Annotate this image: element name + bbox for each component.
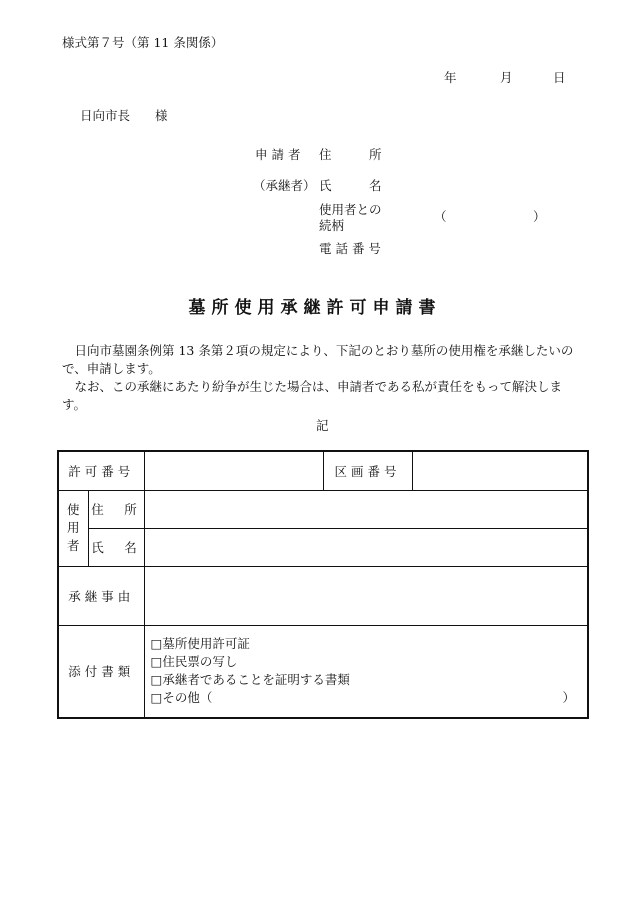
user-address-field[interactable] [144,490,588,528]
user-address-label: 住 所 [88,490,144,528]
attachment-other-label: □その他（ [150,690,213,706]
user-label-char-1: 使 [66,502,80,517]
relation-label-line1: 使用者との [319,202,382,217]
applicant-name-label: 氏 名 [319,178,382,193]
application-table [57,450,589,719]
document-title: 墓所使用承継許可申請書 [188,298,442,318]
table-row-attachments [58,625,588,718]
attachments-label: 添付書類 [58,625,144,718]
succession-reason-label: 承継事由 [58,566,144,625]
body-text [62,342,584,414]
user-name-field[interactable] [144,528,588,566]
date-day-label: 日 [553,70,566,85]
permit-number-field[interactable] [144,451,323,490]
form-number: 様式第７号（第 11 条関係） [62,35,224,50]
ki-mark: 記 [316,418,329,433]
relation-close-paren: ） [533,209,546,224]
body-paragraph-2: なお、この承継にあたり紛争が生じた場合は、申請者である私が責任をもって解決します。 [62,379,563,412]
phone-label: 電 話 番 号 [319,241,381,256]
section-number-field[interactable] [412,451,588,490]
attachment-item-permit[interactable]: □墓所使用許可証 [150,636,250,652]
user-label [58,490,88,566]
relation-open-paren: （ [434,209,447,224]
attachment-item-resident-record[interactable]: □住民票の写し [150,654,238,670]
attachment-item-other[interactable] [151,689,587,707]
date-year-label: 年 [444,70,457,85]
permit-number-label: 許可番号 [58,451,144,490]
section-number-label: 区画番号 [323,451,412,490]
applicant-address-label: 住 所 [319,147,382,162]
relation-label-line2: 続柄 [319,218,345,233]
attachment-item-successor-proof[interactable]: □承継者であることを証明する書類 [150,672,350,688]
table-row-user-name [58,528,588,566]
addressee: 日向市長 様 [80,108,168,123]
body-paragraph-1: 日向市墓園条例第 13 条第２項の規定により、下記のとおり墓所の使用権を承継したいので、申請します。 [62,343,574,376]
table-row-succession [58,566,588,625]
user-label-char-2: 用 [66,520,80,535]
date-month-label: 月 [500,70,513,85]
succession-reason-field[interactable] [144,566,588,625]
table-row-user-address [58,490,588,528]
attachments-list [144,625,588,718]
user-name-label: 氏 名 [88,528,144,566]
table-row-permit [58,451,588,490]
user-label-char-3: 者 [66,538,80,553]
applicant-role-label: 申 請 者 [255,147,301,162]
applicant-role-sub-label: （承継者） [253,178,316,193]
attachment-other-close-paren: ） [562,690,576,706]
